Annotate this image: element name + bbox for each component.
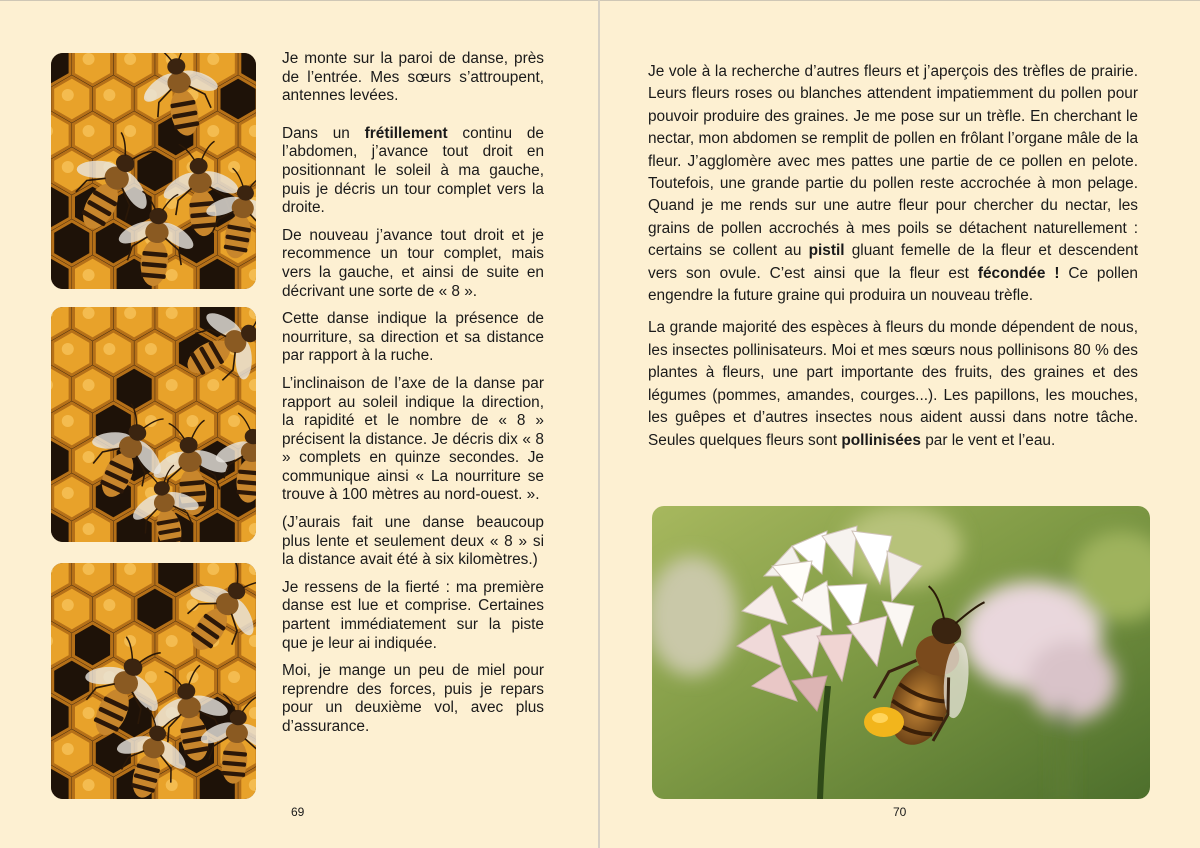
page-gutter [598,0,600,848]
page-number-left: 69 [291,805,305,819]
page-number-right: 70 [893,805,907,819]
text-run: par le vent et l’eau. [920,431,1056,449]
paragraph [648,61,1138,307]
text-run: Moi, je mange un peu de miel pour reprendre des forces, puis je repars pour un deuxième vol, avec plus d’assurance. [282,662,544,735]
bees-photo-1 [51,53,256,289]
bees-photo-3 [51,563,256,799]
bold-term: fécondée ! [977,264,1060,282]
text-run: Dans un [282,124,365,142]
bold-term: frétillement [364,124,448,142]
bold-term: pistil [808,242,845,260]
text-run: L’inclinaison de l’axe de la danse par rapport au soleil indique la direction, la rapidité et le nombre de « 8 » précisent la distance. Je décris dix « 8 » complets en quinze secondes. Je communique ainsi « La nourriture se trouve à 100 mètres au nord-ouest. ». [282,374,544,504]
text-run: continu de l’abdomen, j’avance tout droit en positionnant le soleil à ma gauche, puis je décris un tour complet vers la droite. [282,124,544,217]
paragraph [282,579,544,653]
paragraph [282,375,544,505]
text-run: Cette danse indique la présence de nourriture, sa direction et sa distance par rapport à la ruche. [282,310,544,365]
paragraph [282,227,544,301]
paragraph [282,50,544,106]
text-run: Ce pollen engendre la future graine qui produira un nouveau trèfle. [648,264,1138,305]
text-run: Je ressens de la fierté : ma première danse est lue et comprise. Certaines partent immédiatement sur la piste que je leur ai indiquée. [282,578,544,652]
text-run: gluant femelle de la fleur et descendent vers son ovule. C’est ainsi que la fleur est [648,242,1139,282]
text-run: De nouveau j’avance tout droit et je recommence un tour complet, mais vers la gauche, et ainsi de suite en décrivant une sorte de « 8 ». [282,226,544,300]
paragraph [648,317,1138,451]
paragraph [282,310,544,366]
paragraph [282,125,544,218]
paragraph [282,514,544,570]
top-edge [0,0,1200,1]
bees-photo-2 [51,307,256,542]
text-run: Je monte sur la paroi de danse, près de l’entrée. Mes sœurs s’attroupent, antennes levées. [282,50,544,105]
left-page-text [282,50,544,746]
text-run: La grande majorité des espèces à fleurs du monde dépendent de nous, les insectes pollinisateurs. Moi et mes sœurs nous pollinisons 80 % des plantes à fleurs, une part importante des fruits, des graines et des légumes (pommes, amandes, courges...). Les papillons, les mouches, les guêpes et d’autres insectes nous aident aussi dans notre tâche. Seules quelques fleurs sont [648,319,1138,449]
right-page-text [648,61,1138,462]
text-run: Je vole à la recherche d’autres fleurs et j’aperçois des trèfles de prairie. Leurs fleurs roses ou blanches attendent impatiemment du pollen pour pouvoir produire des graines. Je me pose sur un trèfle. En cherchant le nectar, mon abdomen se remplit de pollen en frôlant l’organe mâle de la fleur. J’agglomère avec mes pattes une partie de ce pollen en pelote. Toutefois, une grande partie du pollen reste accrochée à mon pelage. Quand je me rends sur une autre fleur pour chercher du nectar, les grains de pollen accrochés à mes poils se détachent naturellement : certains se collent au [648,63,1138,260]
bold-term: pollinisées [841,431,921,449]
clover-photo [652,506,1150,799]
text-run: (J’aurais fait une danse beaucoup plus lente et seulement deux « 8 » si la distance avait été à six kilomètres.) [282,514,544,569]
paragraph [282,662,544,736]
